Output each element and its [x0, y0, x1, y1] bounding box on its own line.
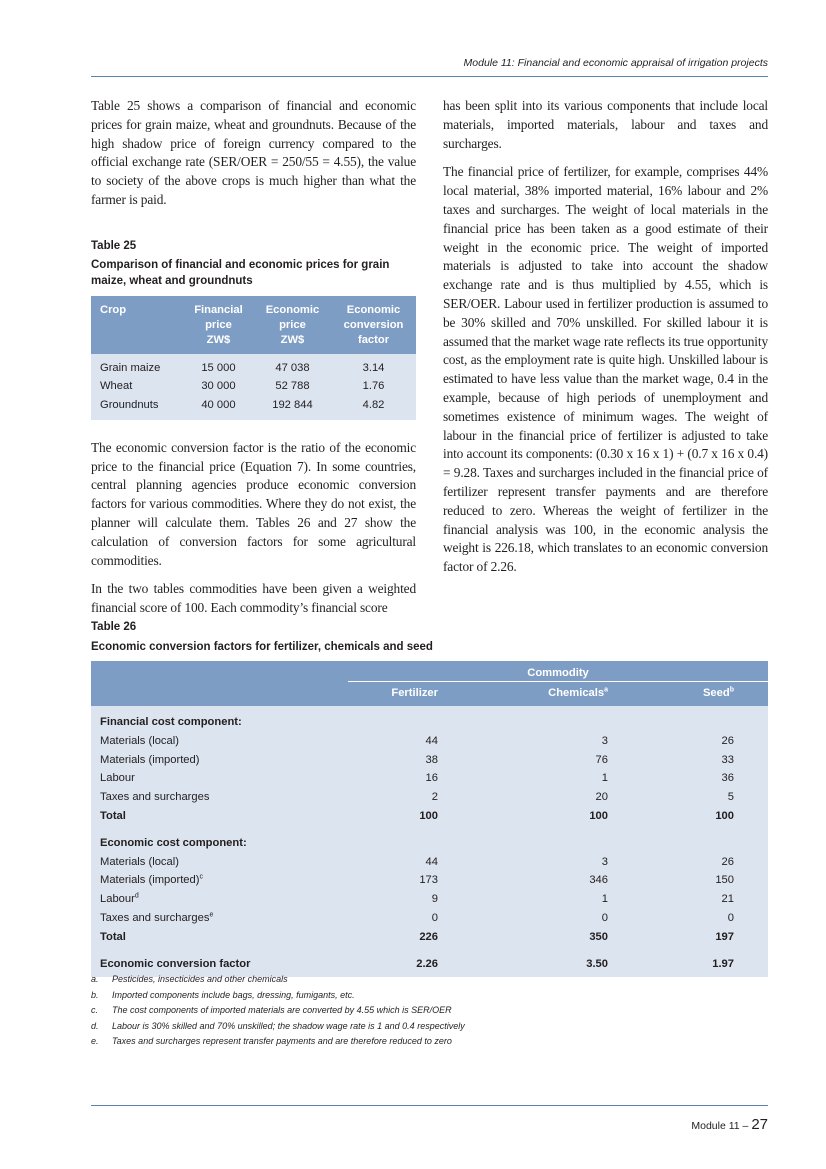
header-line: conversion	[343, 318, 404, 331]
header-blank	[91, 661, 348, 682]
cell-seed: 36	[616, 769, 768, 788]
cell-chemicals: 20	[446, 788, 616, 807]
table-row	[91, 769, 768, 788]
cell-fertilizer: 16	[348, 769, 446, 788]
cell-fertilizer: 0	[348, 909, 446, 928]
table-row	[91, 377, 416, 396]
footnote-text: Taxes and surcharges represent transfer payments and are therefore reduced to zero	[112, 1036, 452, 1047]
cell-fertilizer: 173	[348, 871, 446, 890]
table-26-subheader-row	[91, 682, 768, 707]
footnote-text: The cost components of imported materials are converted by 4.55 which is SER/OER	[112, 1005, 452, 1016]
table-25	[91, 296, 416, 420]
row-label: Total	[91, 928, 348, 947]
body-paragraph: has been split into its various components that include local materials, imported materials, labour and taxes and surcharges.	[443, 98, 768, 151]
cell-fertilizer: 2	[348, 788, 446, 807]
cell-seed: 33	[616, 751, 768, 770]
col-header-conversion-factor	[331, 296, 416, 354]
cell-chemicals: 350	[446, 928, 616, 947]
header-text: Chemicals	[548, 687, 605, 699]
cell-fertilizer: 9	[348, 890, 446, 909]
footnote-marker: d	[134, 892, 139, 900]
page-footer	[691, 1116, 768, 1133]
col-header-economic-price	[254, 296, 331, 354]
spacer-row	[91, 826, 768, 834]
total-row	[91, 928, 768, 947]
row-label	[91, 853, 348, 872]
section-heading-row	[91, 706, 768, 732]
total-row	[91, 807, 768, 826]
row-label-text: Labour	[100, 893, 135, 906]
header-line: price	[279, 318, 306, 331]
header-line: ZW$	[280, 333, 305, 346]
cell-crop: Wheat	[91, 377, 183, 396]
header-divider	[91, 76, 768, 77]
cell-fertilizer: 38	[348, 751, 446, 770]
cell-chemicals: 346	[446, 871, 616, 890]
cell-economic: 52 788	[254, 377, 331, 396]
cell-seed: 26	[616, 853, 768, 872]
cell-chemicals: 1	[446, 769, 616, 788]
spacer	[91, 826, 768, 834]
row-label-text: Materials (local)	[100, 855, 179, 868]
footnote-mark: d.	[91, 1020, 99, 1031]
footnote-text: Labour is 30% skilled and 70% unskilled; the shadow wage rate is 1 and 0.4 respectively	[112, 1020, 465, 1031]
section-heading-row	[91, 834, 768, 853]
cell-economic: 47 038	[254, 354, 331, 378]
footnote-mark: a.	[91, 974, 99, 984]
footnotes	[91, 972, 768, 1050]
table-25-title: Comparison of financial and economic prices for grain maize, wheat and groundnuts	[91, 258, 390, 287]
cell-fertilizer: 100	[348, 807, 446, 826]
col-header-fertilizer: Fertilizer	[348, 682, 446, 707]
row-label	[91, 890, 348, 909]
col-header-commodity: Commodity	[348, 661, 768, 682]
col-header-financial-price	[183, 296, 254, 354]
footnote	[91, 1003, 768, 1019]
cell-fertilizer: 44	[348, 732, 446, 751]
row-label: Economic conversion factor	[91, 955, 348, 978]
cell-economic: 192 844	[254, 396, 331, 420]
table-26-header-row	[91, 661, 768, 682]
footer-divider	[91, 1105, 768, 1106]
col-header-chemicals	[446, 682, 616, 707]
cell-seed: 150	[616, 871, 768, 890]
cell-seed: 21	[616, 890, 768, 909]
table-26	[91, 661, 768, 977]
body-paragraph: In the two tables commodities have been given a weighted financial score of 100. Each commodity’s financial score	[91, 581, 416, 616]
left-column	[91, 97, 416, 628]
cell-financial: 15 000	[183, 354, 254, 378]
cell-chemicals: 3.50	[446, 955, 616, 978]
footnote-text: Pesticides, insecticides and other chemicals	[112, 974, 288, 984]
table-26-title: Economic conversion factors for fertilizer, chemicals and seed	[91, 641, 433, 653]
table-row	[91, 871, 768, 890]
row-label: Total	[91, 807, 348, 826]
header-line: Financial	[194, 303, 243, 316]
cell-chemicals: 1	[446, 890, 616, 909]
footnote-marker: b	[729, 686, 734, 694]
right-column	[443, 97, 768, 587]
cell-seed: 0	[616, 909, 768, 928]
footnote	[91, 1034, 768, 1050]
cell-chemicals: 100	[446, 807, 616, 826]
cell-seed: 1.97	[616, 955, 768, 978]
table-row	[91, 354, 416, 378]
row-label-text: Taxes and surcharges	[100, 911, 210, 924]
running-header: Module 11: Financial and economic appraisal of irrigation projects	[463, 57, 768, 69]
cell-fertilizer: 2.26	[348, 955, 446, 978]
row-label: Materials (local)	[91, 732, 348, 751]
row-label: Materials (imported)	[91, 751, 348, 770]
section-heading: Economic cost component:	[91, 834, 768, 853]
footnote	[91, 972, 768, 988]
table-row	[91, 732, 768, 751]
body-paragraph: The financial price of fertilizer, for example, comprises 44% local material, 38% imported material, 16% labour and 2% taxes and surcharges. The weight of local materials in the financial price has been taken as a good estimate of their weight in the economic price. The weight of imported materials is adjusted to take into account the shadow exchange rate and is thus multiplied by 4.55, which is SER/OER. Labour used in fertilizer production is assumed to be 30% skilled and 70% unskilled. For skilled labour it is assumed that the market wage rate reflects its true opportunity cost, as the employment rate is quite high. Unskilled labour is estimated to have less value than the market wage, 0.4 in the example, because of high periods of unemployment and sometimes existence of minimum wages. The weight of labour in the financial price of fertilizer is adjusted to take into account its components: (0.30 x 16 x 1) + (0.7 x 16 x 0.4) = 9.28. Taxes and surcharges included in the financial price of fertilizer represent transfer payments and are therefore reduced to zero. Whereas the weight of fertilizer in the financial analysis was 100, in the economic analysis the weight is 226.18, which translates to an economic conversion factor of 2.26.	[443, 164, 768, 575]
cell-financial: 30 000	[183, 377, 254, 396]
cell-crop: Groundnuts	[91, 396, 183, 420]
cell-chemicals: 0	[446, 909, 616, 928]
footnote-marker: a	[604, 686, 608, 694]
footer-module-label: Module 11 –	[691, 1120, 749, 1132]
section-heading: Financial cost component:	[91, 706, 768, 732]
cell-factor: 3.14	[331, 354, 416, 378]
header-line: Economic	[346, 303, 401, 316]
body-paragraph: Table 25 shows a comparison of financial and economic prices for grain maize, wheat and groundnuts. Because of the high shadow price of foreign currency compared to the official exchange rate (SER/OER = 250/55 = 4.55), the value to society of the above crops is much higher than what the farmer is paid.	[91, 98, 416, 207]
row-label	[91, 871, 348, 890]
row-label: Taxes and surcharges	[91, 788, 348, 807]
table-row	[91, 890, 768, 909]
footnote-text: Imported components include bags, dressing, fumigants, etc.	[112, 989, 355, 1000]
col-header-crop: Crop	[91, 296, 183, 354]
footnote	[91, 1019, 768, 1035]
col-header-seed	[616, 682, 768, 707]
table-25-header-row	[91, 296, 416, 354]
table-row	[91, 909, 768, 928]
table-row	[91, 396, 416, 420]
spacer	[91, 947, 768, 955]
header-line: Economic	[265, 303, 320, 316]
header-blank	[91, 682, 348, 707]
cell-seed: 5	[616, 788, 768, 807]
cell-seed: 100	[616, 807, 768, 826]
cell-fertilizer: 226	[348, 928, 446, 947]
table-row	[91, 788, 768, 807]
row-label	[91, 909, 348, 928]
cell-chemicals: 76	[446, 751, 616, 770]
cell-factor: 4.82	[331, 396, 416, 420]
cell-seed: 197	[616, 928, 768, 947]
footnote-marker: c	[199, 873, 203, 881]
table-row	[91, 853, 768, 872]
cell-factor: 1.76	[331, 377, 416, 396]
cell-seed: 26	[616, 732, 768, 751]
footnote-mark: e.	[91, 1036, 99, 1047]
table-26-label: Table 26	[91, 621, 137, 633]
header-text: Seed	[702, 687, 730, 699]
footnote-marker: e	[209, 911, 214, 919]
page-number: 27	[751, 1116, 768, 1133]
header-line: ZW$	[206, 333, 231, 346]
row-label: Labour	[91, 769, 348, 788]
footnote-mark: c.	[91, 1005, 99, 1016]
cell-chemicals: 3	[446, 853, 616, 872]
header-line: factor	[357, 333, 390, 346]
row-label-text: Materials (imported)	[100, 874, 200, 887]
header-line: price	[205, 318, 232, 331]
cell-crop: Grain maize	[91, 354, 183, 378]
cell-financial: 40 000	[183, 396, 254, 420]
cell-chemicals: 3	[446, 732, 616, 751]
spacer-row	[91, 947, 768, 955]
table-row	[91, 751, 768, 770]
cell-fertilizer: 44	[348, 853, 446, 872]
footnote-mark: b.	[91, 989, 99, 1000]
footnote	[91, 988, 768, 1004]
table-25-label: Table 25	[91, 239, 137, 252]
body-paragraph: The economic conversion factor is the ratio of the economic price to the financial price (Equation 7). In some countries, central planning agencies produce economic conversion factors for various commodities. Where they do not exist, the planner will calculate them. Tables 26 and 27 show the calculation of conversion factors for some agricultural commodities.	[91, 439, 416, 568]
